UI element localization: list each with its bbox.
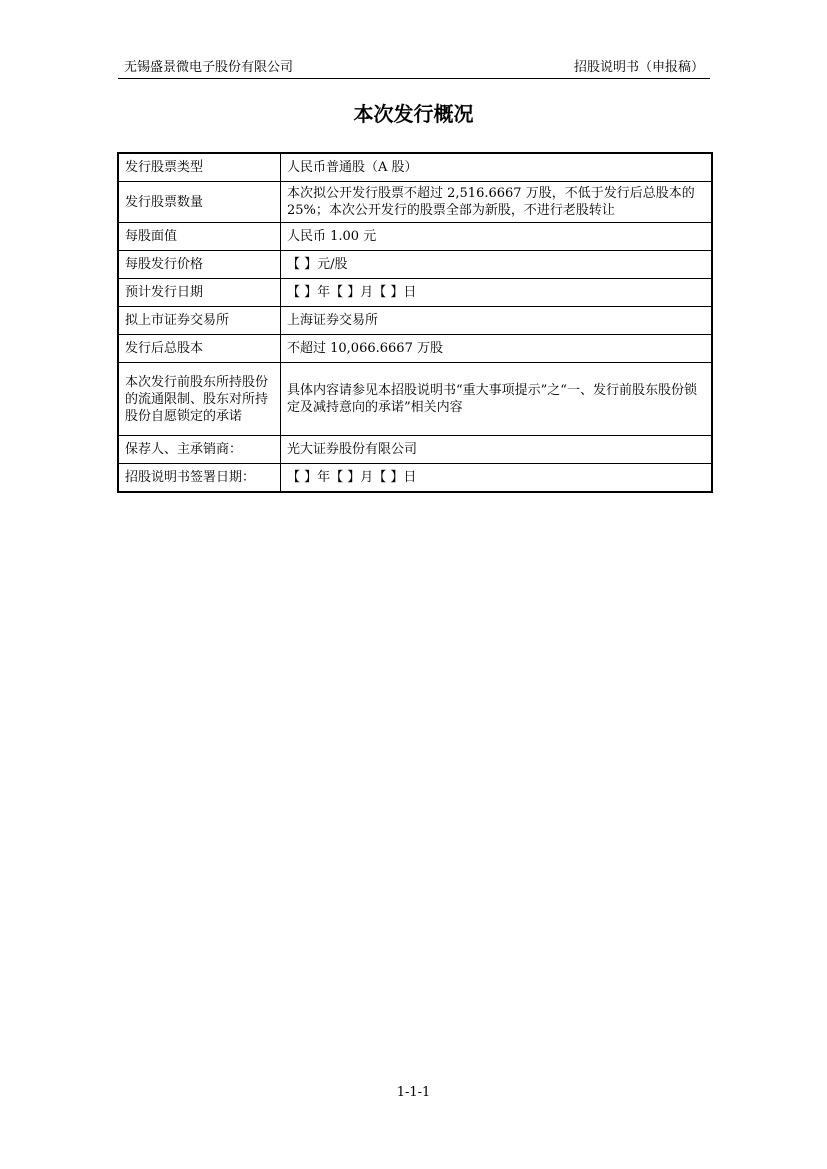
table-row bbox=[118, 223, 712, 251]
row-label: 预计发行日期 bbox=[118, 279, 281, 307]
row-label: 招股说明书签署日期： bbox=[118, 464, 281, 493]
row-label: 发行后总股本 bbox=[118, 335, 281, 363]
table-row bbox=[118, 153, 712, 182]
row-label: 拟上市证券交易所 bbox=[118, 307, 281, 335]
table-row bbox=[118, 279, 712, 307]
table-row bbox=[118, 464, 712, 493]
row-value: 上海证券交易所 bbox=[281, 307, 713, 335]
table-row bbox=[118, 363, 712, 436]
row-label: 发行股票类型 bbox=[118, 153, 281, 182]
header-document-type: 招股说明书（申报稿） bbox=[573, 60, 704, 75]
row-value: 具体内容请参见本招股说明书“重大事项提示”之“一、发行前股东股份锁定及减持意向的承诺”相关内容 bbox=[281, 363, 713, 436]
row-value: 【 】年【 】月【 】日 bbox=[281, 464, 713, 493]
row-label: 每股面值 bbox=[118, 223, 281, 251]
row-value: 光大证券股份有限公司 bbox=[281, 436, 713, 464]
row-label: 本次发行前股东所持股份的流通限制、股东对所持股份自愿锁定的承诺 bbox=[118, 363, 281, 436]
table-row bbox=[118, 251, 712, 279]
row-value: 人民币普通股（A 股） bbox=[281, 153, 713, 182]
row-value: 不超过 10,066.6667 万股 bbox=[281, 335, 713, 363]
table-row bbox=[118, 307, 712, 335]
row-value: 人民币 1.00 元 bbox=[281, 223, 713, 251]
table-row bbox=[118, 182, 712, 223]
row-value: 【 】年【 】月【 】日 bbox=[281, 279, 713, 307]
table-row bbox=[118, 335, 712, 363]
page-number: 1-1-1 bbox=[396, 1085, 431, 1100]
row-label: 每股发行价格 bbox=[118, 251, 281, 279]
row-label: 保荐人、主承销商： bbox=[118, 436, 281, 464]
row-value: 本次拟公开发行股票不超过 2,516.6667 万股，不低于发行后总股本的 25%；本次公开发行的股票全部为新股，不进行老股转让 bbox=[281, 182, 713, 223]
row-label: 发行股票数量 bbox=[118, 182, 281, 223]
issuance-overview-table bbox=[117, 152, 713, 493]
table-row bbox=[118, 436, 712, 464]
page-header bbox=[118, 58, 710, 79]
page-title: 本次发行概况 bbox=[353, 102, 474, 126]
row-value: 【 】元/股 bbox=[281, 251, 713, 279]
header-company-name: 无锡盛景微电子股份有限公司 bbox=[124, 60, 294, 75]
